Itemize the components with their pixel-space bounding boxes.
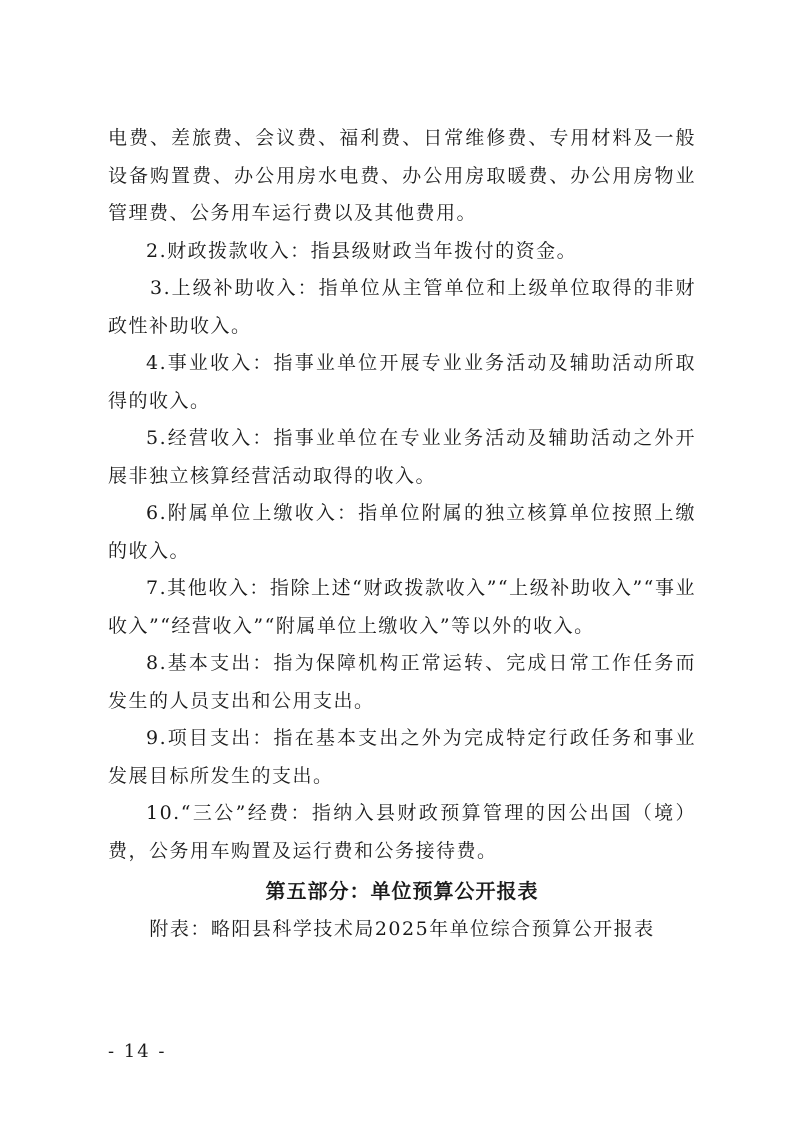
paragraph-superior-subsidy-income: 3.上级补助收入：指单位从主管单位和上级单位取得的非财政性补助收入。 bbox=[108, 277, 696, 337]
paragraph-basic-expenditure: 8.基本支出：指为保障机构正常运转、完成日常工作任务而发生的人员支出和公用支出。 bbox=[108, 652, 696, 712]
paragraph-continued-expenses: 电费、差旅费、会议费、福利费、日常维修费、专用材料及一般设备购置费、办公用房水电费、办公用房取暖费、办公用房物业管理费、公务用车运行费以及其他费用。 bbox=[108, 127, 696, 224]
paragraph-business-income: 4.事业收入：指事业单位开展专业业务活动及辅助活动所取得的收入。 bbox=[108, 352, 696, 412]
section-title: 第五部分：单位预算公开报表 bbox=[265, 879, 539, 903]
paragraph-fiscal-appropriation-income: 2.财政拨款收入：指县级财政当年拨付的资金。 bbox=[146, 239, 578, 262]
page-number: - 14 - bbox=[108, 1041, 167, 1062]
paragraph-three-public-expenses: 10.“三公”经费：指纳入县财政预算管理的因公出国（境）费，公务用车购置及运行费和公务接待费。 bbox=[108, 802, 696, 862]
document-body bbox=[108, 120, 696, 948]
paragraph-affiliated-unit-income: 6.附属单位上缴收入：指单位附属的独立核算单位按照上缴的收入。 bbox=[108, 502, 696, 562]
paragraph-project-expenditure: 9.项目支出：指在基本支出之外为完成特定行政任务和事业发展目标所发生的支出。 bbox=[108, 727, 696, 787]
paragraph-other-income: 7.其他收入：指除上述“财政拨款收入”“上级补助收入”“事业收入”“经营收入”“附属单位上缴收入”等以外的收入。 bbox=[108, 577, 696, 637]
attachment-line: 附表：略阳县科学技术局2025年单位综合预算公开报表 bbox=[149, 918, 655, 940]
paragraph-operating-income: 5.经营收入：指事业单位在专业业务活动及辅助活动之外开展非独立核算经营活动取得的收入。 bbox=[108, 427, 696, 487]
